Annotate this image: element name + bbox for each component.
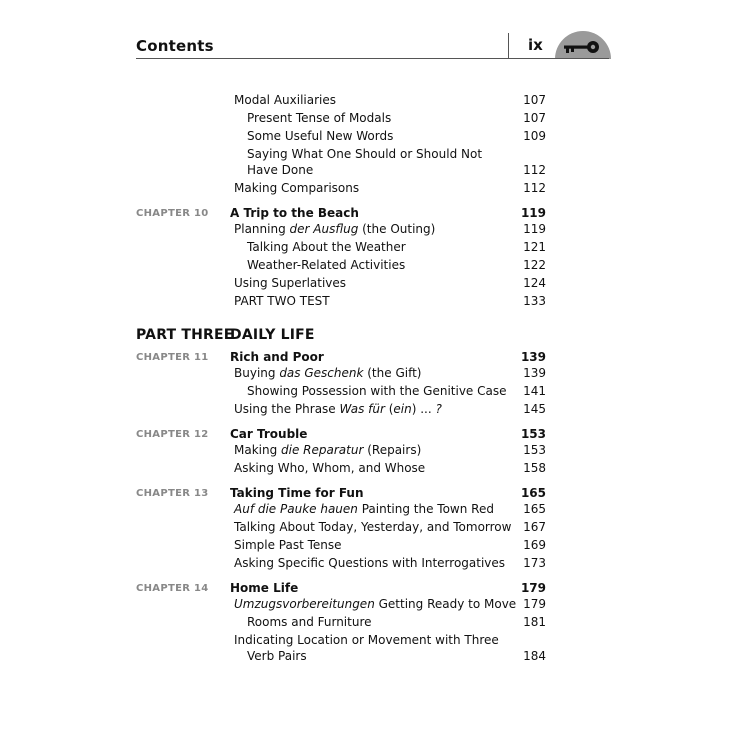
toc-entry[interactable] [0,518,742,536]
chapter-page: 119 [520,206,546,220]
toc-entry-page: 167 [523,520,546,534]
toc-entry-page: 121 [523,240,546,254]
toc-entry-page: 181 [523,615,546,629]
chapter-label: CHAPTER 10 [136,208,209,219]
toc-entry-title: Present Tense of Modals [247,111,392,125]
toc-entry[interactable] [0,536,742,554]
toc-entry-page: 184 [523,649,546,663]
toc-entry-title: Verb Pairs [247,649,307,663]
toc-entry-continued[interactable] [0,647,742,665]
chapter-title: A Trip to the Beach [230,206,359,220]
toc-entry-page: 165 [523,502,546,516]
toc-entry-page: 169 [523,538,546,552]
toc-entry[interactable] [0,400,742,418]
chapter-label: CHAPTER 14 [136,583,209,594]
chapter-label: CHAPTER 13 [136,488,209,499]
key-icon [555,30,611,59]
toc-entry[interactable] [0,220,742,238]
toc-entry-page: 112 [523,181,546,195]
toc-entry-title: Talking About the Weather [247,240,406,254]
toc-entry-title: Umzugsvorbereitungen Getting Ready to Move [234,597,517,611]
toc-entry-title: PART TWO TEST [234,294,330,308]
toc-entry[interactable] [0,595,742,613]
toc-entry-page: 145 [523,402,546,416]
toc-entry-title: Using Superlatives [234,276,347,290]
toc-entry-page: 179 [523,597,546,611]
toc-entry-title: Saying What One Should or Should Not [247,147,483,161]
page-number: ix [528,36,543,54]
toc-entry-page: 133 [523,294,546,308]
toc-entry-page: 107 [523,111,546,125]
toc-entry-page: 112 [523,163,546,177]
header-divider [508,33,509,58]
toc-entry-page: 139 [523,366,546,380]
toc-entry[interactable] [0,91,742,109]
toc-entry[interactable] [0,364,742,382]
toc-entry-title: Weather-Related Activities [247,258,406,272]
toc-entry-title: Simple Past Tense [234,538,342,552]
page-title: Contents [136,37,214,55]
part-title: DAILY LIFE [230,327,315,343]
chapter-title: Car Trouble [230,427,308,441]
toc-entry-title: Indicating Location or Movement with Three [234,633,499,647]
chapter-page: 165 [520,486,546,500]
toc-entry-title: Making die Reparatur (Repairs) [234,443,422,457]
toc-entry-page: 122 [523,258,546,272]
chapter-page: 179 [520,581,546,595]
toc-entry-title: Modal Auxiliaries [234,93,336,107]
chapter-label: CHAPTER 12 [136,429,209,440]
toc-entry-title: Rooms and Furniture [247,615,372,629]
toc-entry-title: Asking Specific Questions with Interrogatives [234,556,506,570]
chapter-title: Taking Time for Fun [230,486,364,500]
toc-entry[interactable] [0,274,742,292]
toc-entry-title: Making Comparisons [234,181,360,195]
toc-entry-title: Planning der Ausflug (the Outing) [234,222,436,236]
chapter-page: 153 [520,427,546,441]
part-label: PART THREE [136,327,234,343]
toc-entry-page: 158 [523,461,546,475]
toc-entry[interactable] [0,109,742,127]
toc-entry[interactable] [0,179,742,197]
toc-entry-page: 173 [523,556,546,570]
toc-entry-page: 119 [523,222,546,236]
toc-entry-title: Using the Phrase Was für (ein) ... ? [234,402,442,416]
toc-entry-page: 124 [523,276,546,290]
toc-entry[interactable] [0,459,742,477]
toc-entry-page: 107 [523,93,546,107]
toc-entry-title: Showing Possession with the Genitive Case [247,384,507,398]
toc-entry[interactable] [0,500,742,518]
toc-entry[interactable] [0,554,742,572]
toc-entry[interactable] [0,441,742,459]
toc-entry-title: Auf die Pauke hauen Painting the Town Red [234,502,494,516]
toc-entry[interactable] [0,292,742,310]
toc-entry-page: 153 [523,443,546,457]
toc-entry-title: Buying das Geschenk (the Gift) [234,366,422,380]
toc-entry[interactable] [0,127,742,145]
toc-entry-page: 109 [523,129,546,143]
toc-entry[interactable] [0,382,742,400]
chapter-label: CHAPTER 11 [136,352,209,363]
toc-entry-continued[interactable] [0,161,742,179]
toc-entry-title: Some Useful New Words [247,129,394,143]
chapter-title: Home Life [230,581,299,595]
toc-entry-title: Talking About Today, Yesterday, and Tomorrow [234,520,512,534]
toc-entry-title: Have Done [247,163,314,177]
toc-entry[interactable] [0,256,742,274]
chapter-page: 139 [520,350,546,364]
toc-entry-title: Asking Who, Whom, and Whose [234,461,426,475]
header-rule [136,58,609,59]
part-heading[interactable] [0,325,742,345]
chapter-title: Rich and Poor [230,350,324,364]
toc-entry[interactable] [0,238,742,256]
toc-entry[interactable] [0,613,742,631]
toc-entry-page: 141 [523,384,546,398]
